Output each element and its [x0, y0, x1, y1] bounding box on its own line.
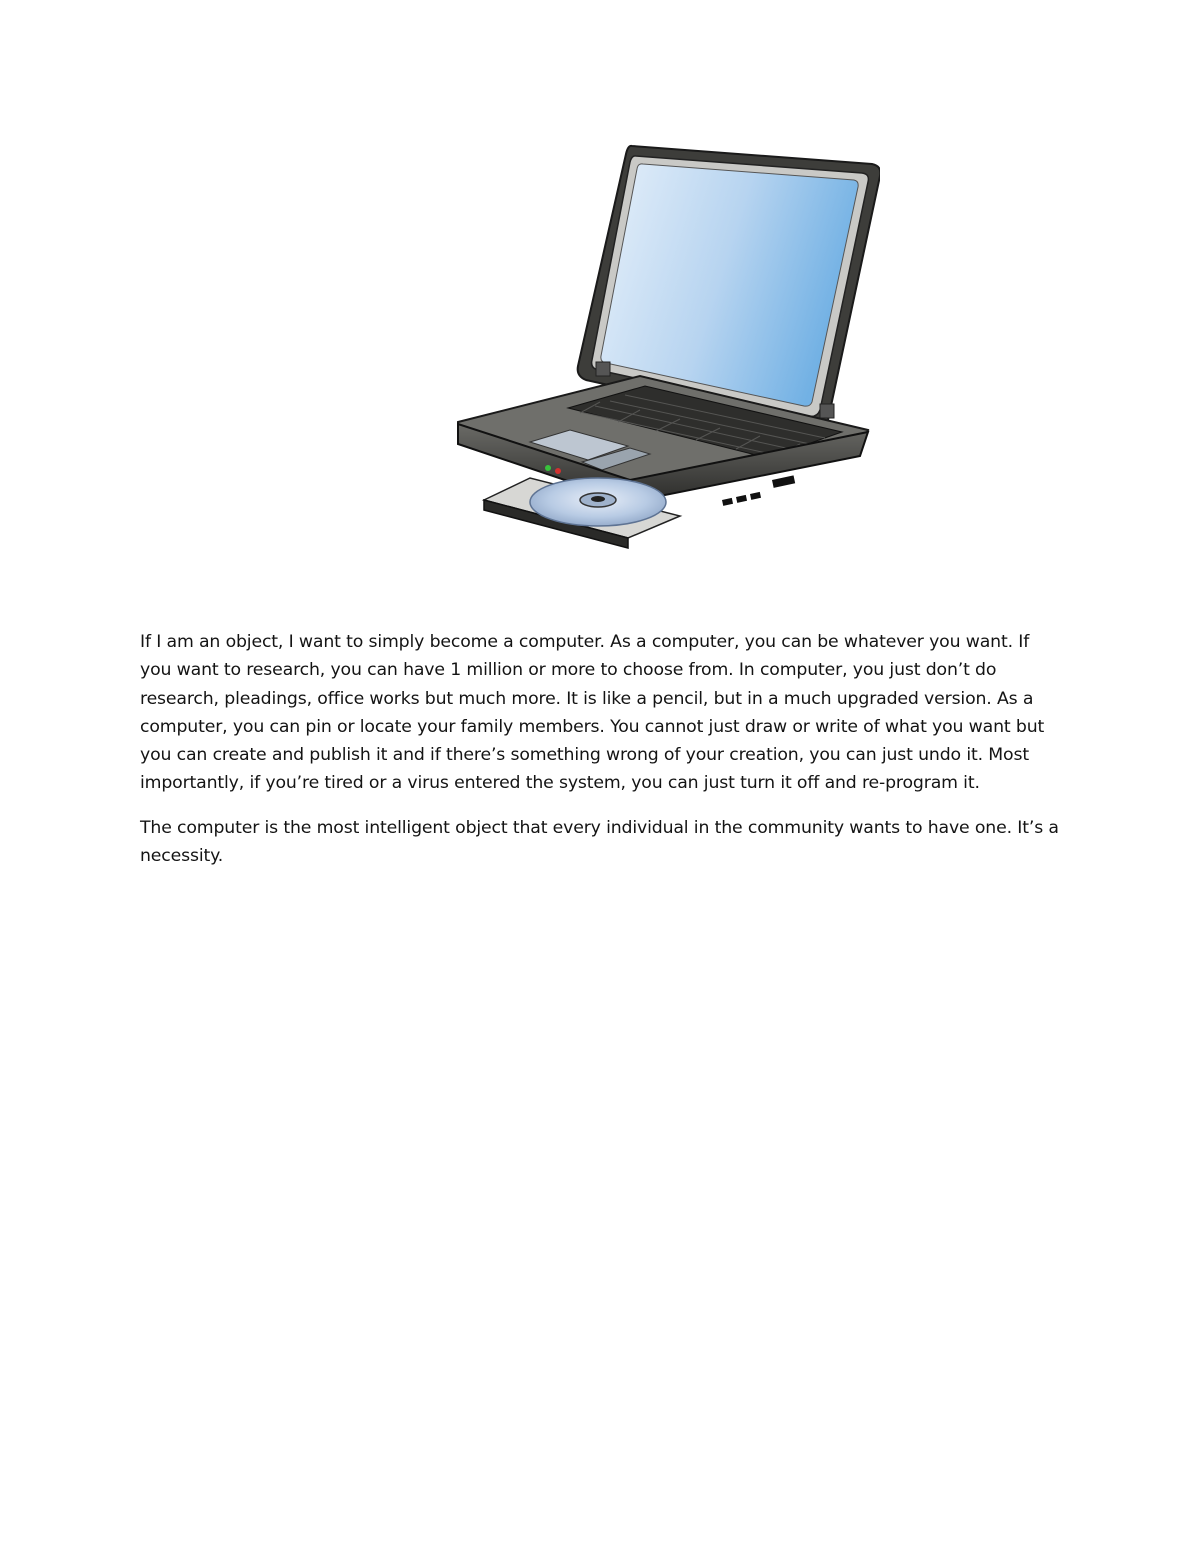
laptop-illustration — [450, 140, 880, 560]
body-text — [140, 628, 1060, 886]
laptop-icon — [450, 140, 880, 560]
paragraph-2: The computer is the most intelligent object that every individual in the community wants to have one. It’s a necessity. — [140, 817, 1059, 867]
paragraph-1: If I am an object, I want to simply become a computer. As a computer, you can be whatever you want. If you want to research, you can have 1 million or more to choose from. In computer, you just don’t do research, pleadings, office works but much more. It is like a pencil, but in a much upgraded version. As a computer, you can pin or locate your family members. You cannot just draw or write of what you want but you can create and publish it and if there’s something wrong of your creation, you can just undo it. Most importantly, if you’re tired or a virus entered the system, you can just turn it off and re-program it. — [140, 632, 1045, 794]
